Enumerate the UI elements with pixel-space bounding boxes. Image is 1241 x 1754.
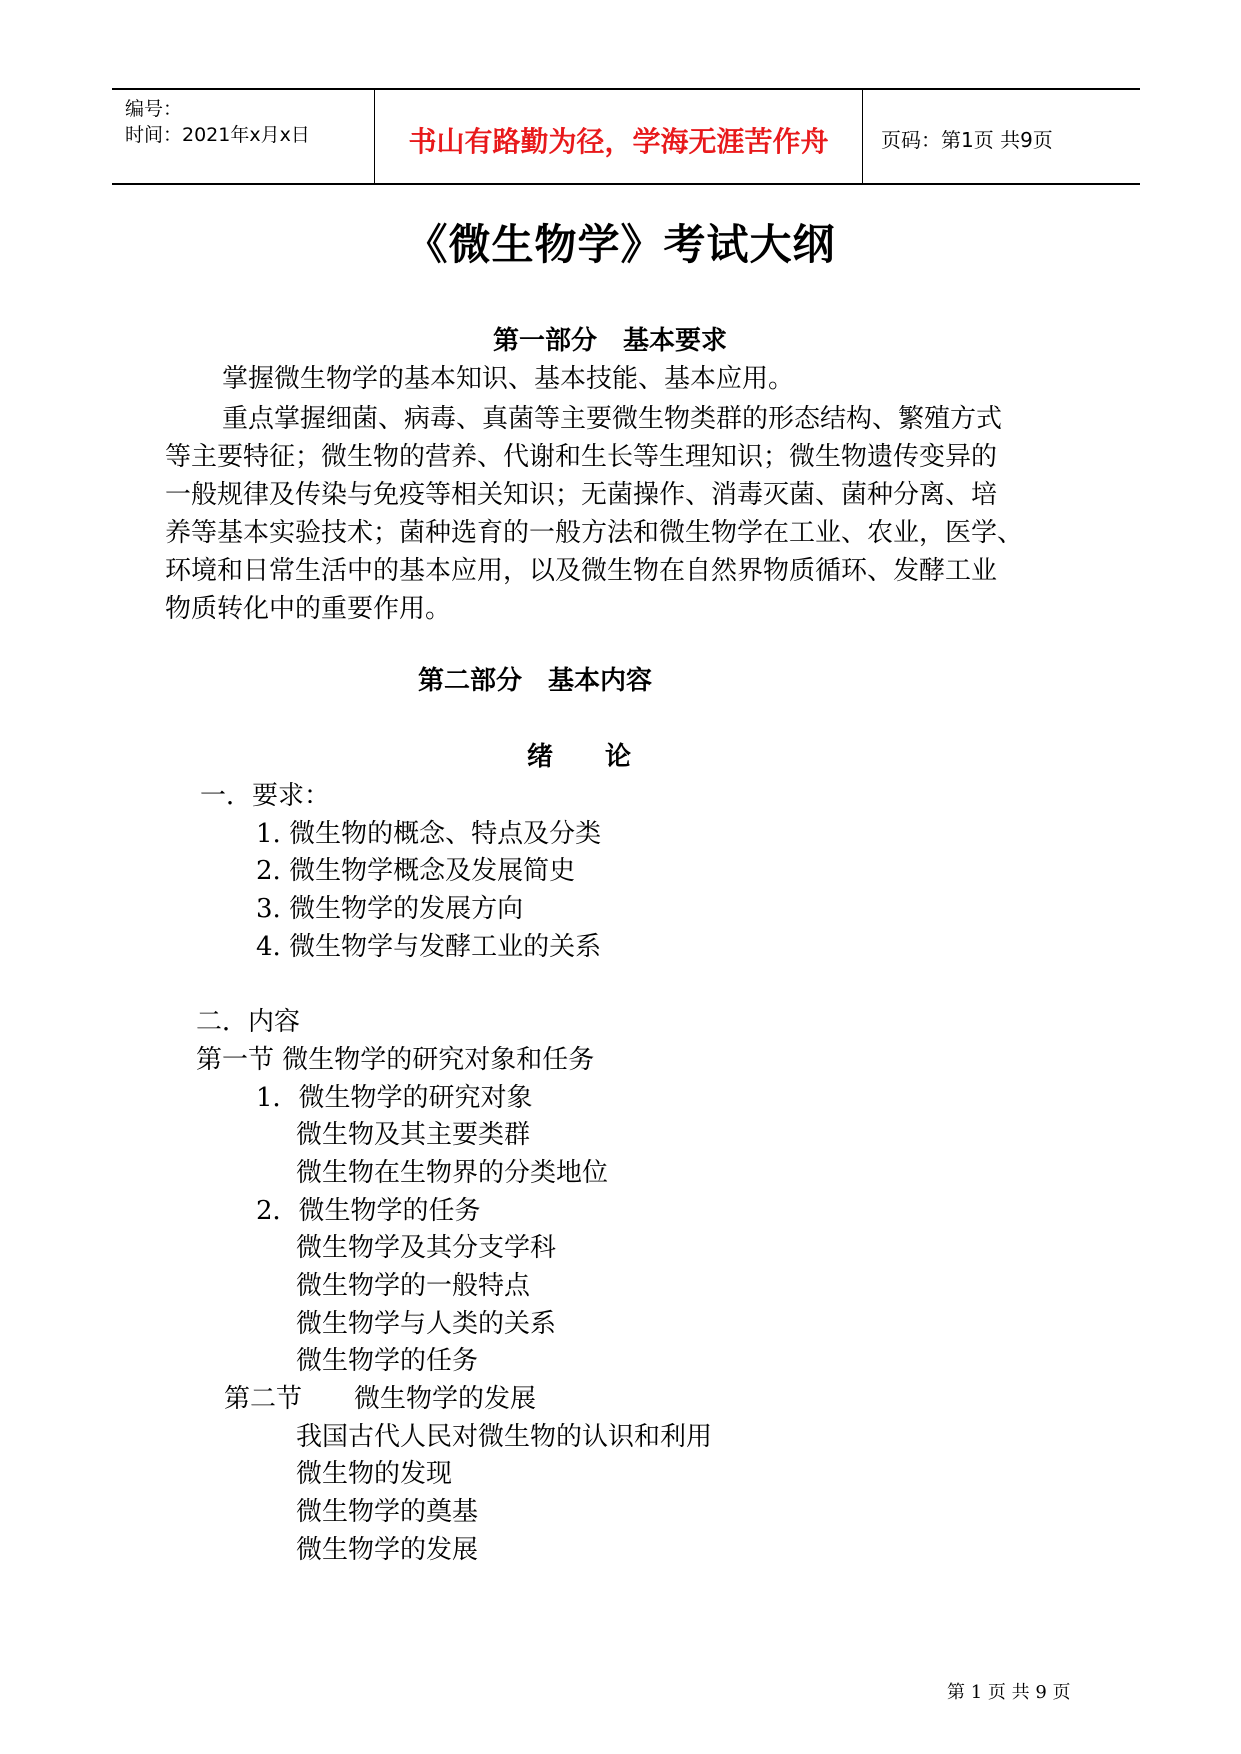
requirement-item: 4. 微生物学与发酵工业的关系 — [256, 932, 602, 962]
serial-label: 编号： — [125, 98, 183, 120]
section1-subitem: 微生物学的一般特点 — [296, 1271, 531, 1301]
section1-item: 2．微生物学的任务 — [256, 1196, 481, 1226]
requirement-item: 3. 微生物学的发展方向 — [256, 894, 524, 924]
section1-subitem: 微生物学及其分支学科 — [296, 1233, 557, 1263]
header-left-cell — [112, 90, 374, 183]
section1-item: 1．微生物学的研究对象 — [256, 1083, 533, 1113]
page-info: 页码：第1页 共9页 — [881, 128, 1053, 152]
requirements-heading: 一．要求： — [200, 781, 331, 811]
part1-para2-line: 等主要特征；微生物的营养、代谢和生长等生理知识；微生物遗传变异的 — [165, 442, 998, 472]
page-footer: 第 1 页 共 9 页 — [947, 1682, 1071, 1703]
section2-subitem: 微生物学的奠基 — [296, 1497, 479, 1527]
part1-heading: 第一部分 基本要求 — [493, 326, 728, 356]
section2-subitem: 我国古代人民对微生物的认识和利用 — [296, 1422, 713, 1452]
section1-heading: 第一节 微生物学的研究对象和任务 — [196, 1045, 595, 1075]
part1-para2-line: 环境和日常生活中的基本应用，以及微生物在自然界物质循环、发酵工业 — [165, 556, 998, 586]
motto: 书山有路勤为径，学海无涯苦作舟 — [408, 125, 829, 158]
section2-subitem: 微生物学的发展 — [296, 1535, 479, 1565]
header-right-cell — [863, 90, 1140, 183]
part1-para2-line: 重点掌握细菌、病毒、真菌等主要微生物类群的形态结构、繁殖方式 — [222, 404, 1003, 434]
section1-subitem: 微生物学与人类的关系 — [296, 1309, 557, 1339]
requirement-item: 1. 微生物的概念、特点及分类 — [256, 819, 602, 849]
requirement-item: 2. 微生物学概念及发展简史 — [256, 856, 576, 886]
part1-para2-line: 物质转化中的重要作用。 — [165, 594, 452, 624]
section1-subitem: 微生物在生物界的分类地位 — [296, 1158, 609, 1188]
document-title: 《微生物学》考试大纲 — [405, 220, 836, 269]
date-label: 时间：2021年x月x日 — [125, 124, 310, 146]
section2-heading: 第二节 微生物学的发展 — [224, 1384, 537, 1414]
section2-subitem: 微生物的发现 — [296, 1459, 453, 1489]
header-center-cell — [374, 90, 863, 183]
header-table — [112, 88, 1140, 185]
content-heading: 二．内容 — [196, 1007, 301, 1037]
part1-para2-line: 一般规律及传染与免疫等相关知识；无菌操作、消毒灭菌、菌种分离、培 — [165, 480, 998, 510]
section1-subitem: 微生物及其主要类群 — [296, 1120, 531, 1150]
part2-heading: 第二部分 基本内容 — [418, 666, 653, 696]
part1-para2-line: 养等基本实验技术；菌种选育的一般方法和微生物学在工业、农业，医学、 — [165, 518, 1024, 548]
section1-subitem: 微生物学的任务 — [296, 1346, 479, 1376]
intro-heading: 绪 论 — [527, 742, 632, 772]
part1-para1: 掌握微生物学的基本知识、基本技能、基本应用。 — [222, 364, 795, 394]
